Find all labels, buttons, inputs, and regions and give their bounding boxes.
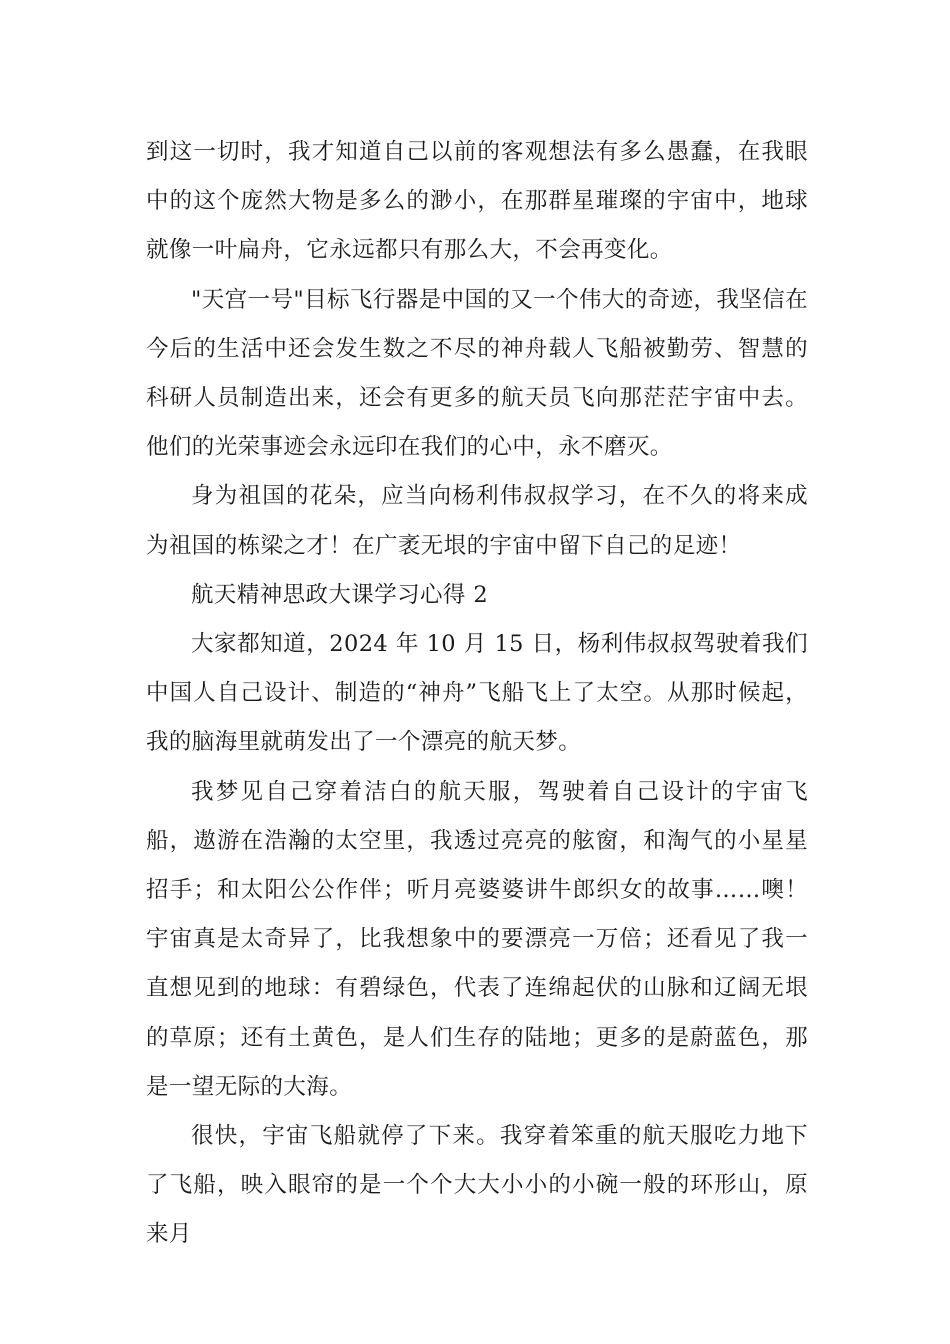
paragraph-moon-landing: 很快，宇宙飞船就停了下来。我穿着笨重的航天服吃力地下了飞船，映入眼帘的是一个个大大小小的小碗一般的环形山，原来月 [146,1123,808,1248]
paragraph-space-dream: 我梦见自己穿着洁白的航天服，驾驶着自己设计的宇宙飞船，遨游在浩瀚的太空里，我透过亮亮的舷窗，和淘气的小星星招手；和太阳公公作伴；听月亮婆婆讲牛郎织女的故事……噢！宇宙真是太奇异了，比我想象中的要漂亮一万倍；还看见了我一直想见到的地球：有碧绿色，代表了连绵起伏的山脉和辽阔无垠的草原；还有土黄色，是人们生存的陆地；更多的是蔚蓝色，那是一望无际的大海。 [146,778,808,1100]
paragraph-motherland-flower: 身为祖国的花朵，应当向杨利伟叔叔学习，在不久的将来成为祖国的栋梁之才！在广袤无垠的宇宙中留下自己的足迹！ [146,483,808,559]
paragraph-tiangong: "天宫一号"目标飞行器是中国的又一个伟大的奇迹，我坚信在今后的生活中还会发生数之不尽的神舟载人飞船被勤劳、智慧的科研人员制造出来，还会有更多的航天员飞向那茫茫宇宙中去。他们的光荣事迹会永远印在我们的心中，永不磨灭。 [146,286,808,461]
document-body [146,128,808,1260]
paragraph-shenzhou-launch: 大家都知道，2024 年 10 月 15 日，杨利伟叔叔驾驶着我们中国人自己设计、制造的“神舟”飞船飞上了太空。从那时候起，我的脑海里就萌发出了一个漂亮的航天梦。 [146,631,808,756]
paragraph-continuation: 到这一切时，我才知道自己以前的客观想法有多么愚蠢，在我眼中的这个庞然大物是多么的渺小，在那群星璀璨的宇宙中，地球就像一叶扁舟，它永远都只有那么大，不会再变化。 [146,139,808,264]
section-heading: 航天精神思政大课学习心得 2 [191,581,489,608]
